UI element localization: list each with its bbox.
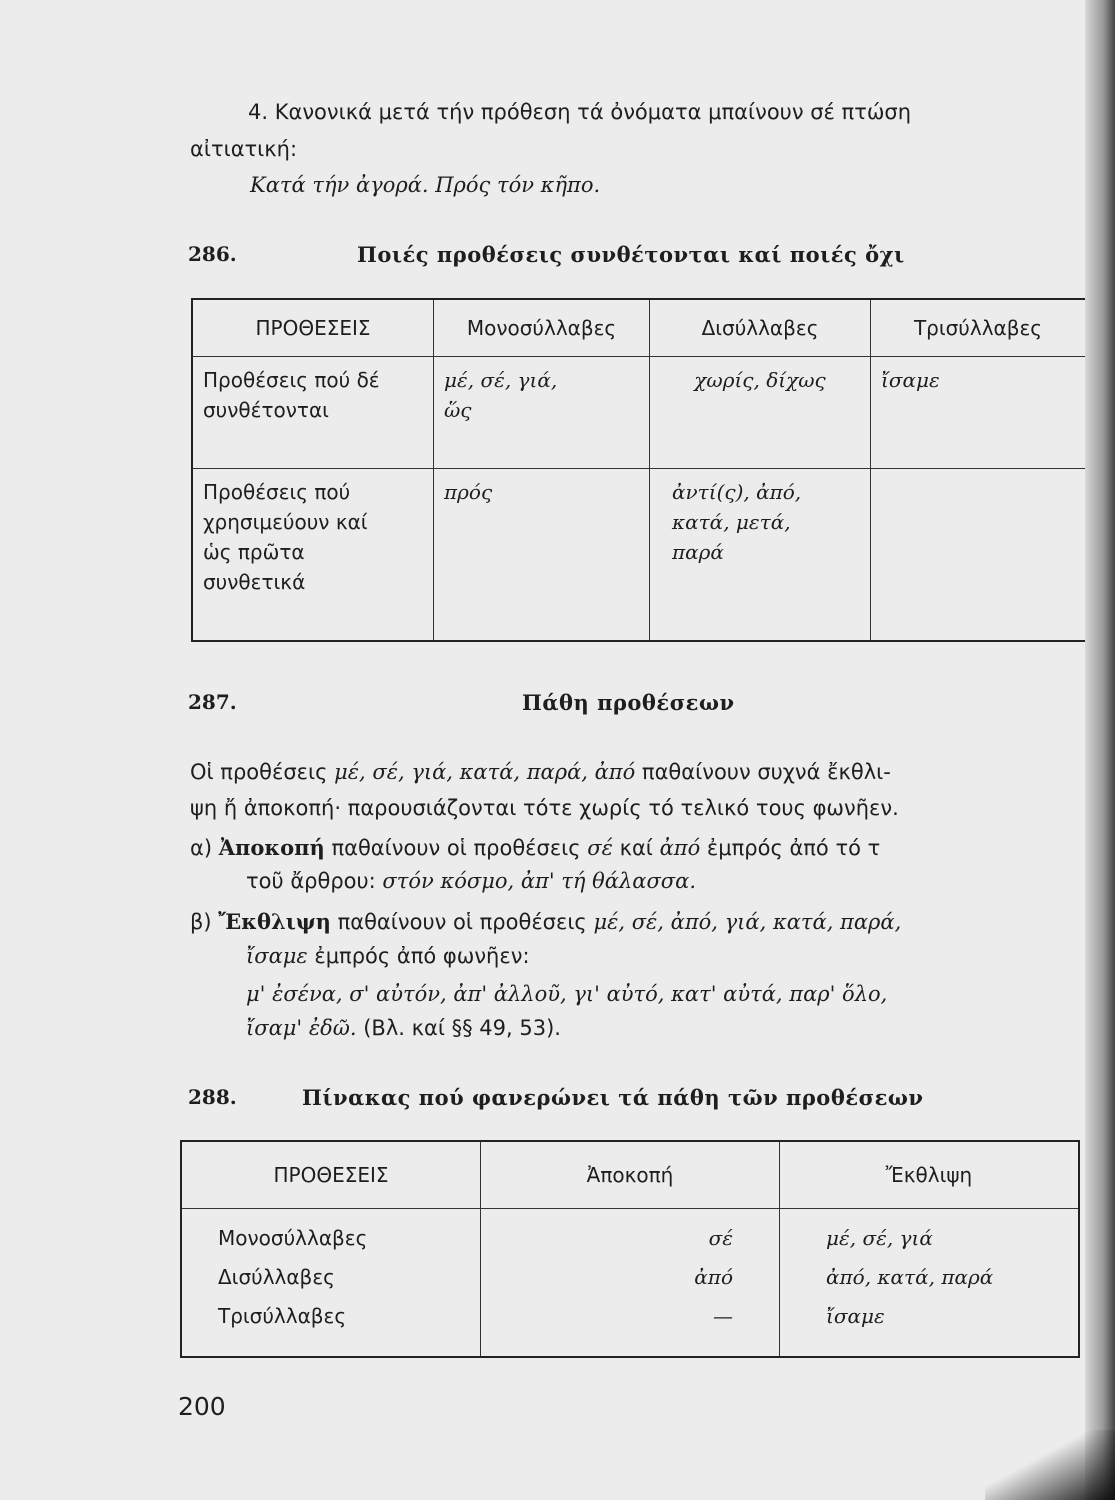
header-apokopi: Ἀποκοπή xyxy=(481,1141,780,1209)
label-trisyllables: Τρισύλλαβες xyxy=(218,1304,347,1328)
label-monosyllables: Μονοσύλλαβες xyxy=(218,1226,368,1250)
table-row xyxy=(181,1209,1079,1358)
table-row xyxy=(192,469,1086,641)
sec286-number: 286. xyxy=(188,242,237,266)
row-di: ἀντί(ς), ἀπό, κατά, μετά, παρά xyxy=(650,469,871,641)
sec288-table-header xyxy=(181,1141,1079,1209)
sec286-table xyxy=(191,298,1087,642)
sec287-example-line1: μ' ἐσένα, σ' αὐτόν, ἀπ' ἀλλοῦ, γι' αὐτό, κατ' αὐτά, παρ' ὅλο, xyxy=(246,982,888,1006)
row-tri: ἴσαμε xyxy=(871,357,1087,469)
sec286-table-header xyxy=(192,299,1086,357)
row-label: Προθέσεις πού δέ συνθέτονται xyxy=(192,357,434,469)
row-mono: πρός xyxy=(434,469,650,641)
table-row xyxy=(192,357,1086,469)
sec287-example-line2: ἴσαμ' ἐδῶ. (Βλ. καί §§ 49, 53). xyxy=(246,1016,561,1040)
row-mono: μέ, σέ, γιά, ὥς xyxy=(434,357,650,469)
sec288-number: 288. xyxy=(188,1085,237,1109)
sec287-title: Πάθη προθέσεων xyxy=(522,690,735,715)
label-disyllables: Δισύλλαβες xyxy=(218,1265,335,1289)
header-trisyllables: Τρισύλλαβες xyxy=(871,299,1087,357)
book-corner-shadow xyxy=(985,1430,1115,1500)
rule4-example: Κατά τήν ἀγορά. Πρός τόν κῆπο. xyxy=(250,173,601,197)
ekthlipsi-column: μέ, σέ, γιά ἀπό, κατά, παρά ἴσαμε xyxy=(780,1209,1080,1358)
sec287-item-b-line2: ἴσαμε ἐμπρός ἀπό φωνῆεν: xyxy=(246,944,530,968)
sec287-item-a-line2: τοῦ ἄρθρου: στόν κόσμο, ἀπ' τή θάλασσα. xyxy=(246,869,696,893)
book-spine-shadow xyxy=(1085,0,1115,1500)
header-disyllables: Δισύλλαβες xyxy=(650,299,871,357)
row-tri xyxy=(871,469,1087,641)
sec288-table xyxy=(180,1140,1080,1358)
sec288-title: Πίνακας πού φανερώνει τά πάθη τῶν προθέσεων xyxy=(302,1085,924,1110)
sec287-para1-line1: Οἱ προθέσεις μέ, σέ, γιά, κατά, παρά, ἀπό παθαίνουν συχνά ἔκθλι- xyxy=(190,760,891,784)
sec287-item-a: α) Ἀποκοπή παθαίνουν οἱ προθέσεις σέ καί ἀπό ἐμπρός ἀπό τό τ xyxy=(190,835,881,860)
sec287-para1-line2: ψη ἤ ἀποκοπή· παρουσιάζονται τότε χωρίς τό τελικό τους φωνῆεν. xyxy=(190,796,899,820)
sec286-title: Ποιές προθέσεις συνθέτονται καί ποιές ὄχι xyxy=(357,242,905,267)
page-number: 200 xyxy=(178,1392,226,1421)
row-di: χωρίς, δίχως xyxy=(650,357,871,469)
labels-column xyxy=(181,1209,481,1358)
rule4-line2: αἰτιατική: xyxy=(190,137,298,161)
row-label: Προθέσεις πού χρησιμεύουν καί ὡς πρῶτα συνθετικά xyxy=(192,469,434,641)
header-monosyllables: Μονοσύλλαβες xyxy=(434,299,650,357)
apokopi-column: σέ ἀπό — xyxy=(481,1209,780,1358)
sec287-item-b: β) Ἔκθλιψη παθαίνουν οἱ προθέσεις μέ, σέ, ἀπό, γιά, κατά, παρά, xyxy=(190,909,902,934)
rule4-line1: 4. Κανονικά μετά τήν πρόθεση τά ὀνόματα μπαίνουν σέ πτώση xyxy=(248,100,912,124)
sec287-number: 287. xyxy=(188,690,237,714)
header-protheseis: ΠΡΟΘΕΣΕΙΣ xyxy=(192,299,434,357)
header-ekthlipsi: Ἔκθλιψη xyxy=(780,1141,1080,1209)
header-protheseis: ΠΡΟΘΕΣΕΙΣ xyxy=(181,1141,481,1209)
